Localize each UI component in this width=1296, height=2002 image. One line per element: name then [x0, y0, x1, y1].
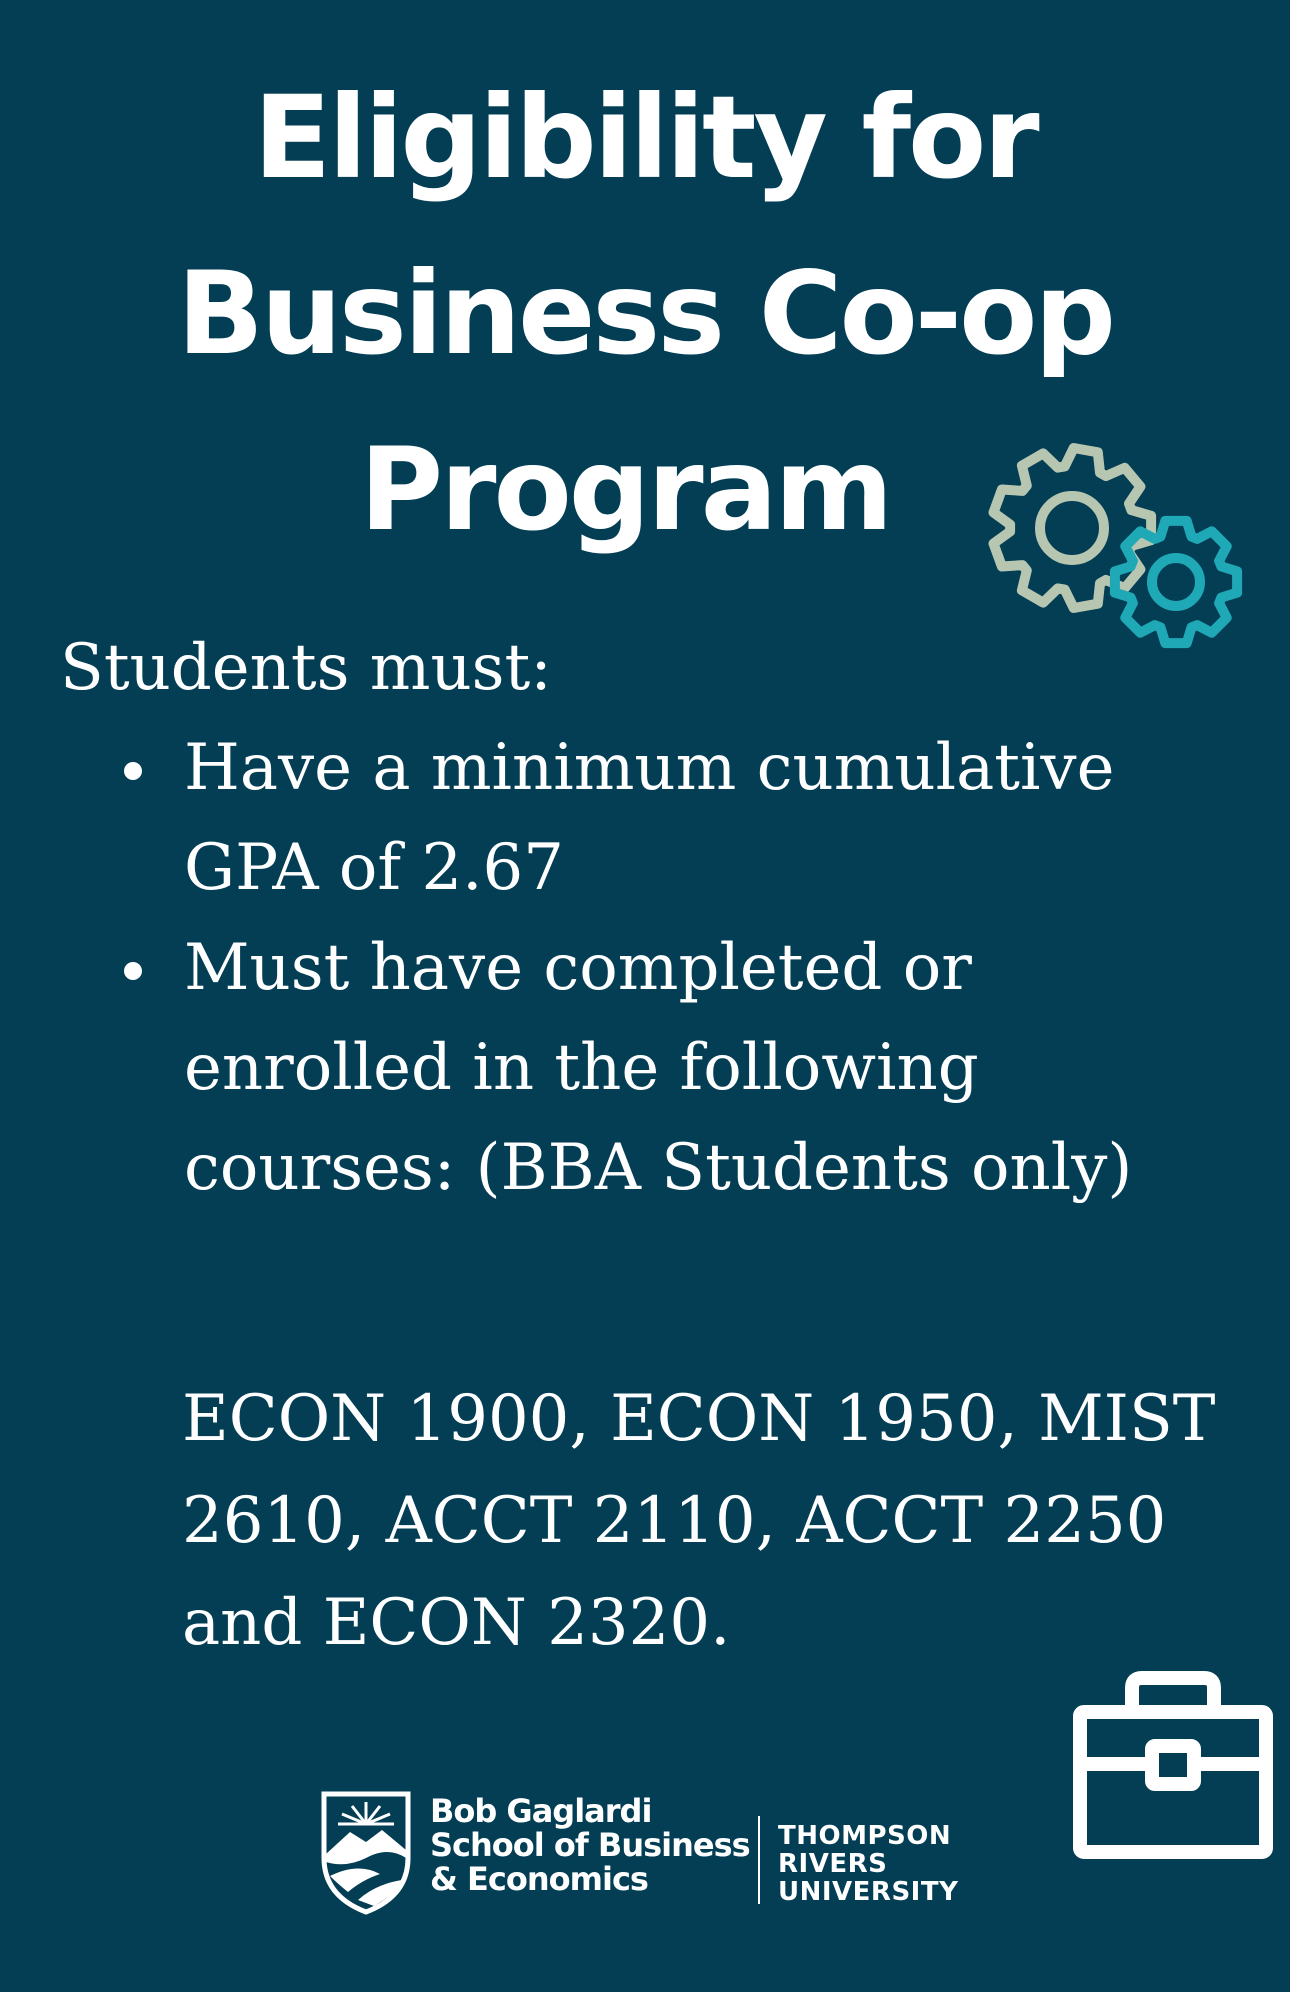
course-list: ECON 1900, ECON 1950, MIST 2610, ACCT 2110, ACCT 2250 and ECON 2320. — [182, 1382, 1216, 1660]
university-name — [778, 1822, 958, 1906]
title-line: Business Co-op — [176, 247, 1114, 380]
gears-icon — [986, 436, 1256, 658]
title-line: Program — [359, 423, 891, 556]
title-line: Eligibility for — [253, 71, 1037, 204]
university-name-line: UNIVERSITY — [778, 1877, 959, 1907]
school-logo — [318, 1788, 978, 1918]
school-name-line: Bob Gaglardi — [430, 1792, 652, 1830]
university-name-line: THOMPSON — [778, 1821, 952, 1851]
briefcase-icon — [1068, 1660, 1278, 1870]
list-item: Have a minimum cumulative GPA of 2.67 — [120, 718, 1200, 918]
school-name-line: & Economics — [430, 1860, 648, 1898]
intro-text: Students must: — [60, 631, 552, 705]
list-item: Must have completed or enrolled in the following courses: (BBA Students only) — [120, 918, 1200, 1218]
university-name-line: RIVERS — [778, 1849, 888, 1879]
mountain-shield-icon — [318, 1788, 414, 1916]
large-gear-icon — [994, 448, 1152, 608]
school-name-line: School of Business — [430, 1826, 750, 1864]
requirements-list — [120, 718, 1200, 1218]
logo-divider — [758, 1816, 760, 1904]
school-name — [430, 1794, 750, 1896]
